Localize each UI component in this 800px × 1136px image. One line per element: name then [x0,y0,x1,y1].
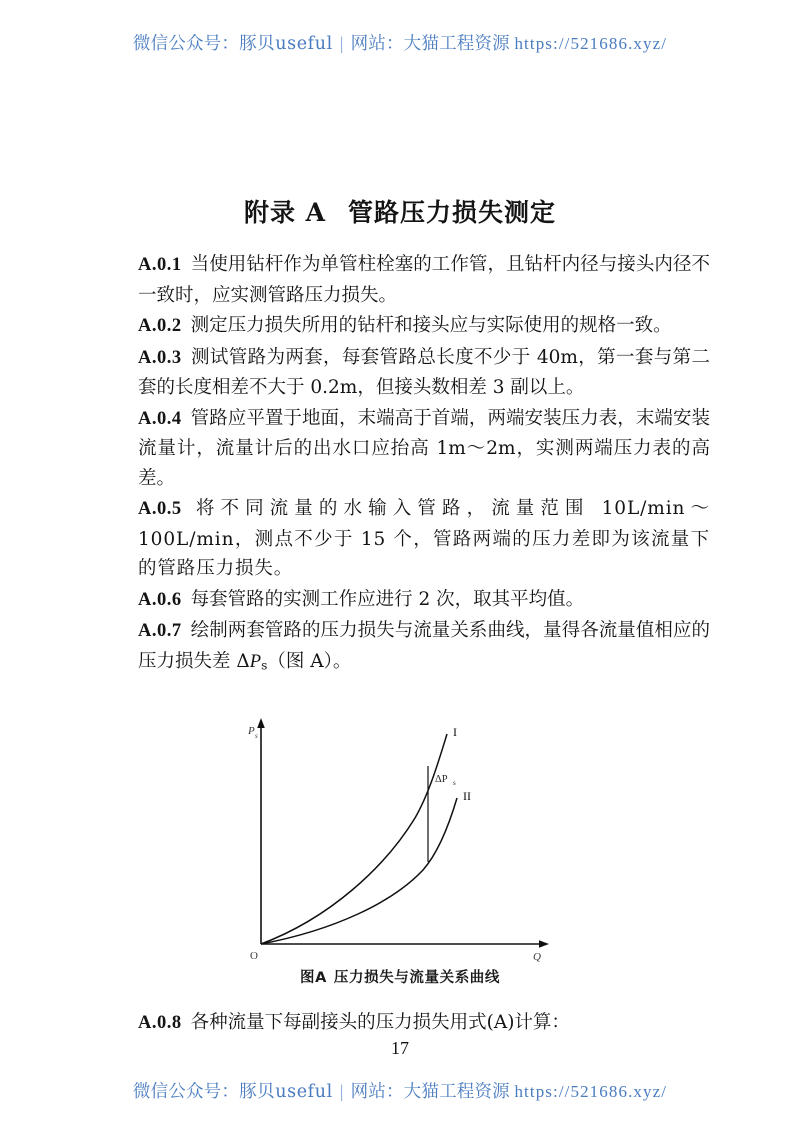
clause-list [138,250,710,682]
clause-text: 各种流量下每副接头的压力损失用式(A)计算： [190,1012,570,1033]
clause-a-0-1 [138,250,710,310]
clause-number: A.0.4 [138,408,182,429]
clause-number: A.0.1 [138,255,182,275]
curve-i-label: I [453,725,457,739]
figure-caption-text: 压力损失与流量关系曲线 [333,970,501,986]
curve-i-path [261,734,447,944]
watermark-site-label: 网站： [350,1082,404,1102]
pressure-subscript: s [261,658,268,673]
figure-caption-label: 图A [299,970,327,986]
watermark-site-name: 大猫工程资源 [403,1082,510,1102]
curve-ii-label: II [463,789,471,803]
pressure-loss-flow-chart [235,712,565,964]
watermark-wechat-label: 微信公众号： [132,34,240,54]
figure-a [0,712,800,987]
watermark-wechat-name: 豚贝useful [239,1082,333,1102]
delta-symbol: Δ [236,650,250,672]
delta-ps-label-sub: s [453,779,456,787]
page-number: 17 [391,1038,409,1058]
appendix-title-prefix: 附录 A [243,197,327,227]
clause-text: 测定压力损失所用的钻杆和接头应与实际使用的规格一致。 [190,315,672,336]
clause-a-0-5 [138,494,710,584]
clause-a-0-2 [138,311,710,342]
figure-caption [0,966,800,987]
clause-a-0-7 [138,616,710,681]
clause-text: 当使用钻杆作为单管柱栓塞的工作管，且钻杆内径与接头内径不一致时，应实测管路压力损失。 [138,254,710,306]
clause-text: 将不同流量的水输入管路，流量范围 10L/min～100L/min，测点不少于 15 个，管路两端的压力差即为该流量下的管路压力损失。 [138,498,710,579]
watermark-url: https://521686.xyz/ [514,34,668,53]
clause-a-0-8 [138,1008,710,1039]
clause-number: A.0.5 [138,499,182,519]
page-title [0,193,800,229]
clause-number: A.0.6 [138,589,182,610]
clause-text: 测试管路为两套，每套管路总长度不少于 40m，第一套与第二套的长度相差不大于 0.2m，但接头数相差 3 副以上。 [138,346,710,398]
y-axis-label-sub: s [255,732,258,740]
clause-a-0-4 [138,404,710,494]
watermark-separator: | [339,1081,344,1101]
x-axis-arrow [539,940,549,948]
clause-number: A.0.3 [138,347,182,368]
clause-a-0-3 [138,343,710,403]
watermark-wechat-label: 微信公众号： [132,1082,240,1102]
watermark-footer [0,1078,800,1103]
watermark-wechat-name: 豚贝useful [239,34,333,54]
watermark-site-label: 网站： [350,34,404,54]
watermark-separator: | [339,33,344,53]
appendix-title-name: 管路压力损失测定 [348,197,557,227]
delta-ps-label: ΔP [435,774,448,785]
clause-text-tail: （图 A）。 [267,650,352,672]
clause-a-0-6 [138,585,710,616]
origin-label: O [250,950,258,962]
clause-text: 管路应平置于地面，末端高于首端，两端安装压力表，末端安装流量计，流量计后的出水口应抬高 1m～2m，实测两端压力表的高差。 [138,407,710,489]
x-axis-label: Q [533,951,541,963]
y-axis-label: P [248,725,255,737]
y-axis-arrow [257,718,265,728]
clause-text-lead: 绘制两套管路的压力损失与流量关系曲线，量得各流量值相应的压力损失差 [138,620,710,672]
clause-text: 每套管路的实测工作应进行 2 次，取其平均值。 [190,588,585,610]
clause-number: A.0.7 [138,621,182,641]
watermark-url: https://521686.xyz/ [514,1082,668,1101]
watermark-header [0,30,800,55]
pressure-symbol: P [249,651,262,672]
clause-number: A.0.8 [138,1013,182,1033]
clause-number: A.0.2 [138,316,182,336]
watermark-site-name: 大猫工程资源 [403,34,510,54]
trailing-clause-block [138,1008,710,1040]
